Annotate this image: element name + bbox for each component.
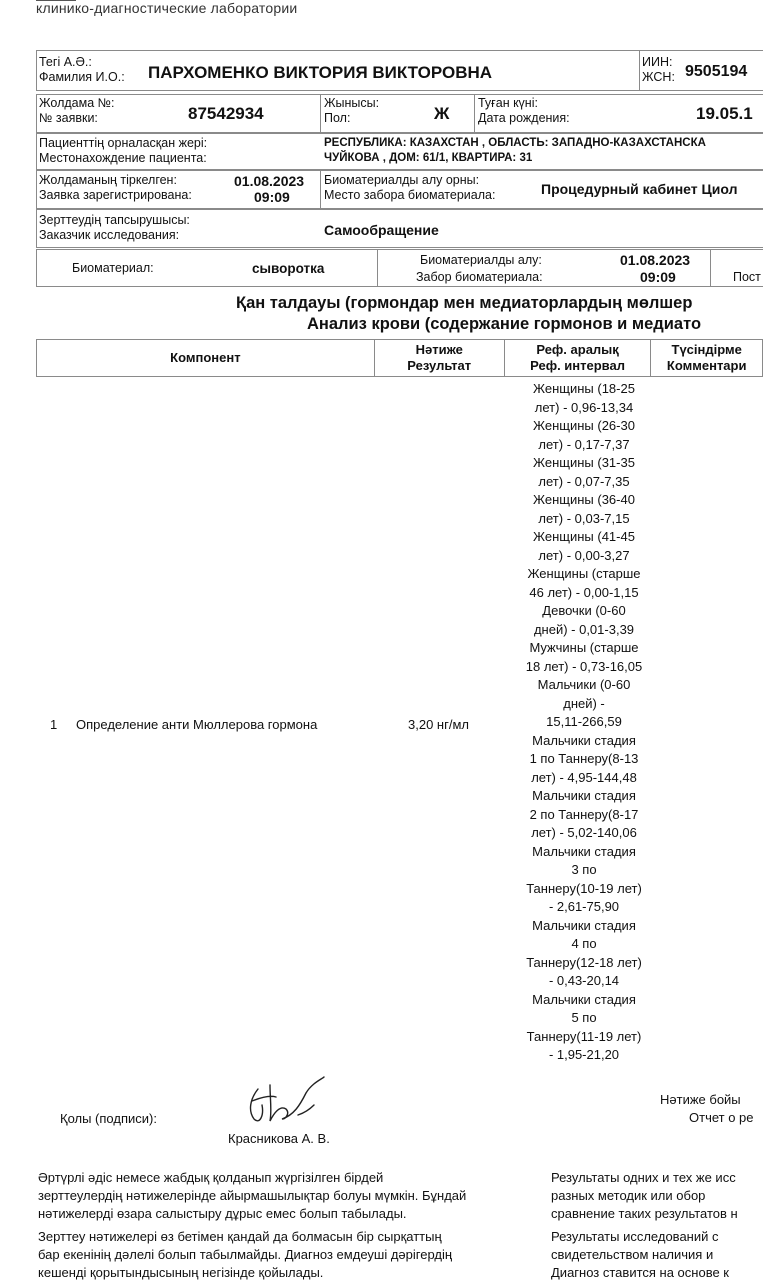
sex-value: Ж — [434, 104, 450, 123]
signer-name: Красникова А. В. — [228, 1131, 330, 1146]
order-number: 87542934 — [188, 104, 264, 123]
reference-line: Женщины (18-25 — [533, 381, 635, 396]
iin-label-ru: ЖСН: — [642, 70, 675, 84]
row-number: 1 — [50, 717, 58, 732]
reference-line: лет) - 0,96-13,34 — [534, 399, 634, 415]
customer-label-ru: Заказчик исследования: — [39, 228, 180, 242]
reference-line: Женщины (старше — [527, 566, 641, 581]
col-comment: Түсіндірме Комментари — [651, 340, 763, 377]
reference-line: Мальчики стадия — [532, 788, 636, 803]
reference-line: 5 по — [571, 1010, 597, 1025]
reference-line: 15,11-266,59 — [546, 714, 622, 729]
col-component: Компонент — [37, 340, 375, 377]
reg-time: 09:09 — [254, 189, 290, 205]
disclaimer-kz-1: Әртүрлі әдіс немесе жабдық қолданып жүргізілген бірдей зерттеулердің нәтижелерінде айырмашылықтар болуы мүмкін. Бұндай нәтижелерді өзара салыстыру дұрыс емес болып табылады. — [38, 1170, 467, 1221]
reference-line: 4 по — [571, 936, 597, 951]
reference-line: дней) - 0,01-3,39 — [533, 621, 635, 637]
reg-label-ru: Заявка зарегистрирована: — [39, 188, 192, 202]
biomaterial-label: Биоматериал: — [72, 261, 154, 275]
reference-line: - 1,95-21,20 — [548, 1047, 620, 1062]
reference-line: лет) - 0,07-7,35 — [538, 473, 630, 489]
sex-label-kz: Жынысы: — [324, 96, 380, 110]
disclaimer-ru-2: Результаты исследований с свидетельством наличия и Диагноз ставится на основе к — [551, 1229, 729, 1280]
reference-line: Мальчики стадия — [532, 843, 636, 859]
reference-line: 18 лет) - 0,73-16,05 — [525, 658, 643, 674]
reference-line: лет) - 5,02-140,06 — [531, 825, 637, 840]
reference-line: Женщины (26-30 — [533, 418, 635, 433]
collect-label-ru: Забор биоматериала: — [416, 270, 543, 284]
reg-label-kz: Жолдаманың тіркелген: — [39, 173, 177, 187]
name-label-ru: Фамилия И.О.: — [39, 70, 125, 84]
collect-date: 01.08.2023 — [620, 252, 691, 268]
location-label-ru: Местонахождение пациента: — [39, 151, 207, 165]
reference-line: Мальчики стадия — [532, 917, 636, 933]
order-label-ru: № заявки: — [39, 111, 98, 125]
location-label-kz: Пациенттің орналасқан жері: — [39, 136, 208, 150]
location-line2: ЧУЙКОВА , ДОМ: 61/1, КВАРТИРА: 31 — [324, 152, 533, 164]
place-label-ru: Место забора биоматериала: — [324, 188, 496, 202]
customer-label-kz: Зерттеудің тапсырушысы: — [39, 213, 190, 227]
reference-line: Женщины (31-35 — [533, 455, 635, 470]
reference-line: Мальчики стадия — [532, 991, 636, 1007]
reference-line: лет) - 4,95-144,48 — [531, 769, 637, 785]
post-label: Пост — [733, 270, 761, 284]
reference-line: 46 лет) - 0,00-1,15 — [529, 584, 639, 600]
reference-line: Девочки (0-60 — [542, 603, 626, 618]
collect-time: 09:09 — [640, 269, 676, 285]
reference-line: Женщины (36-40 — [533, 492, 635, 507]
handwritten-signature — [240, 1075, 330, 1129]
dob-value: 19.05.1 — [696, 104, 753, 123]
reference-line: Таннеру(12-18 лет) — [526, 954, 642, 970]
report-note-ru: Отчет о ре — [689, 1110, 754, 1125]
reference-line: 3 по — [571, 862, 597, 877]
customer-value: Самообращение — [324, 222, 439, 238]
test-result: 3,20 нг/мл — [408, 717, 469, 732]
reference-line: Мальчики стадия — [532, 732, 636, 748]
order-label-kz: Жолдама №: — [39, 96, 115, 110]
name-label-kz: Тегі А.Ә.: — [39, 55, 92, 69]
reference-line: 2 по Таннеру(8-17 — [529, 806, 639, 822]
reference-line: Мальчики (0-60 — [537, 677, 631, 692]
col-result: Нәтиже Результат — [374, 340, 504, 377]
lab-name: клинико-диагностические лаборатории — [36, 0, 298, 16]
reference-line: лет) - 0,17-7,37 — [538, 436, 630, 452]
reference-line: лет) - 0,00-3,27 — [538, 547, 630, 563]
report-title-ru: Анализ крови (содержание гормонов и медиато — [307, 315, 702, 333]
reference-line: Таннеру(11-19 лет) — [526, 1028, 642, 1044]
reference-line: 1 по Таннеру(8-13 — [529, 751, 639, 766]
report-note-kz: Нәтиже бойы — [660, 1092, 741, 1107]
reference-line: дней) - — [563, 695, 605, 711]
reference-line: - 2,61-75,90 — [548, 899, 620, 914]
patient-name: ПАРХОМЕНКО ВИКТОРИЯ ВИКТОРОВНА — [148, 63, 493, 82]
place-value: Процедурный кабинет Циол — [541, 181, 738, 197]
biomaterial-value: сыворотка — [252, 261, 325, 276]
dob-label-kz: Туған күні: — [478, 96, 538, 110]
collect-label-kz: Биоматериалды алу: — [420, 253, 542, 267]
test-name: Определение анти Мюллерова гормона — [76, 717, 318, 732]
col-ref: Реф. аралық Реф. интервал — [504, 340, 651, 377]
report-title-kz: Қан талдауы (гормондар мен медиаторлардың мөлшер — [236, 294, 693, 312]
reference-interval — [508, 380, 660, 1065]
reference-line: - 0,43-20,14 — [548, 973, 620, 988]
results-table — [36, 339, 763, 377]
disclaimer-ru-1: Результаты одних и тех же исс разных методик или обор сравнение таких результатов н — [551, 1170, 738, 1221]
disclaimer-kz-2: Зерттеу нәтижелері өз бетімен қандай да болмасын бір сырқаттың бар екенінің дәлелі болып табылмайды. Диагноз емдеушi дәрігердің кешенді қорытындысының негізінде қойылады. — [38, 1229, 453, 1280]
reg-date: 01.08.2023 — [234, 173, 305, 189]
sex-label-ru: Пол: — [324, 111, 351, 125]
reference-line: лет) - 0,03-7,15 — [538, 510, 630, 526]
location-line1: РЕСПУБЛИКА: КАЗАХСТАН , ОБЛАСТЬ: ЗАПАДНО-КАЗАХСТАНСКА — [324, 137, 706, 149]
place-label-kz: Биоматериалды алу орны: — [324, 173, 480, 187]
iin-label-kz: ИИН: — [642, 55, 673, 69]
reference-line: Мужчины (старше — [529, 640, 639, 655]
dob-label-ru: Дата рождения: — [478, 111, 570, 125]
signature-label: Қолы (подписи): — [60, 1111, 157, 1126]
reference-line: Таннеру(10-19 лет) — [526, 880, 642, 896]
reference-line: Женщины (41-45 — [533, 529, 635, 544]
iin-value: 9505194 — [685, 63, 748, 80]
